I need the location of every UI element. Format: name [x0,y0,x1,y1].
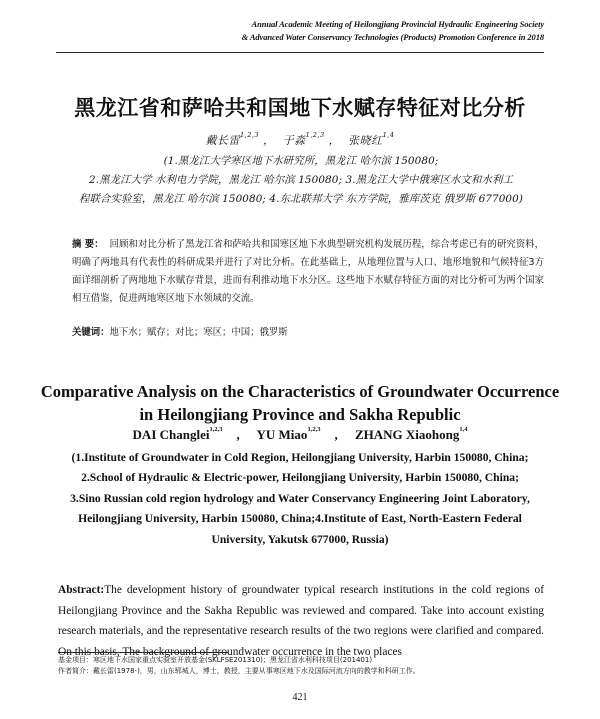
chinese-affiliation-line: 程联合实验室，黑龙江 哈尔滨 150080; 4.东北联邦大学 东方学院，雅库茨克 俄罗斯 677000) [78,193,524,205]
running-header [144,18,544,44]
english-author-name: DAI Changlei [132,427,210,442]
english-author-name: ZHANG Xiaohong [354,427,460,442]
author-affiliation-sup: 1,2,3 [305,131,325,139]
english-affiliation-line: 3.Sino Russian cold region hydrology and Water Conservancy Engineering Joint Laboratory, [70,491,530,505]
chinese-abstract [72,236,544,308]
chinese-keywords-text: 地下水；赋存；对比；寒区；中国；俄罗斯 [109,327,288,338]
chinese-author-name: 张晓红 [348,134,383,147]
english-abstract-text: The development history of groundwater typical research institutions in the cold regions of Heilongjiang Province and the Sakha Republic was reviewed and compared. Take into account existing research materials, and the representative research results of the two regions were clarified and compared. On this basis, The background of groundwater occurrence in the two places [58,584,544,658]
english-abstract-label: Abstract: [58,584,105,596]
english-affiliation-line: University, Yakutsk 677000, Russia) [211,532,389,546]
chinese-keywords [72,324,544,342]
english-abstract [58,580,544,662]
chinese-authors: 戴长雷$^{1,2,3}$ ， 于淼$^{1,2,3}$ ， 张晓红$^{1,4}$ [205,131,395,147]
chinese-affiliation-line: 2.黑龙江大学 水利电力学院，黑龙江 哈尔滨 150080; 3.黑龙江大学中俄寒区水文和水利工 [89,174,513,186]
chinese-title: 黑龙江省和萨哈共和国地下水赋存特征对比分析 [74,96,526,120]
header-rule [56,52,544,53]
page-number: 421 [292,692,308,703]
english-affiliation-line: 2.School of Hydraulic & Electric-power, Heilongjiang University, Harbin 150080, China; [81,471,519,485]
author-affiliation-sup: 1,2,3 [240,131,260,139]
english-title [40,380,560,426]
author-bio-footnote: 作者简介：戴长雷(1978-)，男，山东郓城人，博士，教授，主要从事寒区地下水及国际河流方向的教学和科研工作。 [58,667,420,675]
chinese-affiliations [58,152,544,209]
english-author-name: YU Miao [256,427,308,442]
author-affiliation-sup: 1,2,3 [307,426,321,433]
chinese-abstract-label: 摘 要： [72,239,104,250]
english-affiliations [40,448,560,550]
english-authors: DAI Changlei$^{1,2,3}$ , YU Miao$^{1,2,3}$ , ZHANG Xiaohong$^{1,4}$ [132,426,468,442]
footnotes [58,655,560,677]
chinese-affiliation-line: (1.黑龙江大学寒区地下水研究所，黑龙江 哈尔滨 150080; [163,155,439,167]
author-affiliation-sup: 1,4 [459,426,468,433]
english-affiliation-line: Heilongjiang University, Harbin 150080, China;4.Institute of East, North-Eastern Federal [78,512,522,526]
english-affiliation-line: (1.Institute of Groundwater in Cold Region, Heilongjiang University, Harbin 150080, China; [71,451,529,464]
english-title-line-1: Comparative Analysis on the Characteristics of Groundwater Occurrence [40,382,560,401]
footnote-rule [58,652,228,653]
chinese-keywords-label: 关键词： [72,327,110,338]
author-affiliation-sup: 1,4 [382,131,395,139]
running-header-line-2: & Advanced Water Conservancy Technologies (Products) Promotion Conference in 2018 [241,32,544,42]
chinese-abstract-text: 回顾和对比分析了黑龙江省和萨哈共和国寒区地下水典型研究机构发展历程，综合考虑已有的研究资料，明确了两地具有代表性的科研成果并进行了对比分析。在此基础上，从地理位置与人口、地形地貌和气候特征3方面详细剖析了两地地下水赋存背景，进而有利推动地下水分区。这些地下水赋存特征方面的对比分析可为两个国家相互借鉴，促进两地寒区地下水领域的交流。 [72,239,544,304]
author-affiliation-sup: 1,2,3 [209,426,223,433]
english-title-line-2: in Heilongjiang Province and Sakha Republic [139,405,461,424]
chinese-author-name: 戴长雷 [205,134,241,147]
running-header-line-1: Annual Academic Meeting of Heilongjiang Provincial Hydraulic Engineering Society [251,19,544,29]
funding-footnote: 基金项目：寒区地下水国家重点实验室开放基金(SKLFSE201310)；黑龙江省水利科技项目(201401) [58,656,373,664]
chinese-author-name: 于淼 [282,134,306,147]
